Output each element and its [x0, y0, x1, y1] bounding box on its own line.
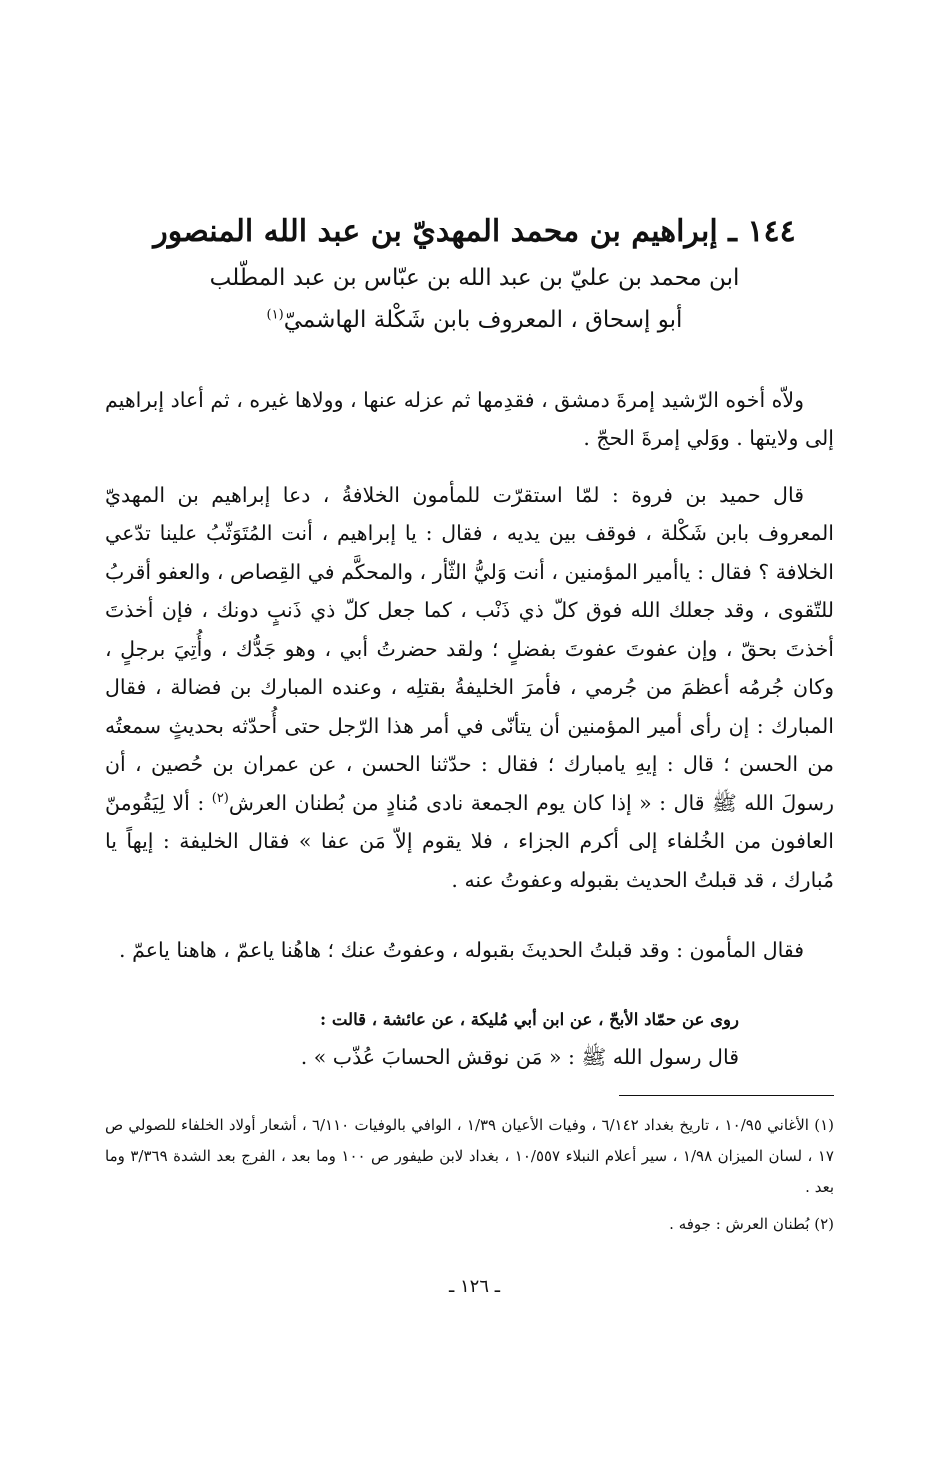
biography-title: ١٤٤ ـ إبراهيم بن محمد المهديّ بن عبد الله المنصور — [153, 214, 796, 249]
paragraph-anecdote — [105, 476, 834, 900]
anecdote-text-part-2: : ألا لِيَقُومنّ العافون من الخُلفاء إلى أكرم الجزاء ، فلا يقوم إلاّ مَن عفا » فقال الخليفة : إيهاً يا مُبارك ، قد قبلتُ الحديث بقبوله وعفوتُ عنه . — [105, 790, 834, 892]
hadith-chain: روى عن حمّاد الأبحّ ، عن ابن أبي مُليكة ، عن عائشة ، قالت : — [320, 1010, 739, 1029]
kunya-text: أبو إسحاق ، المعروف بابن شَكْلة الهاشميّ — [283, 307, 683, 333]
paragraph-governorship: ولاّه أخوه الرّشيد إمرةَ دمشق ، فقدِمها ثم عزله عنها ، وولاها غيره ، ثم أعاد إبراهيم إلى ولايتها . ووَلي إمرةَ الحجّ . — [105, 387, 834, 450]
kunya-line — [80, 302, 869, 338]
footnote-1: (١) الأغاني ١٠/٩٥ ، تاريخ بغداد ٦/١٤٢ ، وفيات الأعيان ١/٣٩ ، الوافي بالوفيات ٦/١١٠ ، أشعار أولاد الخلفاء للصولي ص ١٧ ، لسان الميزان ١/٩٨ ، سير أعلام النبلاء ١٠/٥٥٧ ، بغداد لابن طيفور ص ١٠٠ وما بعد ، الفرج بعد الشدة ٣/٣٦٩ وما بعد . — [105, 1116, 834, 1196]
footnote-ref-1[interactable]: (١) — [266, 307, 284, 323]
paragraph-mamun-reply: فقال المأمون : وقد قبلتُ الحديثَ بقبوله ، وعفوتُ عنك ؛ هاهُنا ياعمّ ، هاهنا ياعمّ . — [119, 937, 804, 962]
anecdote-text-part-1: قال حميد بن فروة : لمّا استقرّت للمأمون الخلافةُ ، دعا إبراهيم بن المهديّ المعروف بابن شَكْلة ، فوقف بين يديه ، فقال : يا إبراهيم ، أنت المُتَوَثّبُ علينا تدّعي الخلافة ؟ فقال : ياأمير المؤمنين ، أنت وَليُّ الثّأر ، والمحكَّم في القِصاص ، والعفو أقربُ للتّقوى ، وقد جعلك الله فوق كلّ ذي ذَنْب ، كما جعل كلّ ذي ذَنبٍ دونك ، فإن أخذتَ أخذتَ بحقّ ، وإن عفوتَ عفوتَ بفضلٍ ؛ ولقد حضرتُ أبي ، وهو جَدُّك ، وأُتِيَ برجلٍ ، وكان جُرمُه أعظمَ من جُرمي ، فأمرَ الخليفةُ بقتلِه ، وعنده المبارك بن فضالة ، فقال المبارك : إن رأى أمير المؤمنين أن يتأنّى في أمر هذا الرّجل حتى أُحدّثه بحديثٍ سمعتُه من الحسن ؛ قال : إيهِ يامبارك ؛ فقال : حدّثنا الحسن ، عن عمران بن حُصين ، أن رسولَ الله ﷺ قال : « إذا كان يوم الجمعة نادى مُنادٍ من بُطنان العرش — [105, 482, 834, 815]
footnote-ref-2[interactable]: (٢) — [211, 790, 229, 806]
page-number: ـ ١٢٦ ـ — [448, 1276, 500, 1297]
lineage-line: ابن محمد بن عليّ بن عبد الله بن عبّاس بن عبد المطّلب — [209, 265, 740, 291]
hadith-text: قال رسول الله ﷺ : « مَن نوقش الحسابَ عُذّب » . — [300, 1045, 739, 1069]
footnote-2: (٢) بُطنان العرش : جوفه . — [669, 1215, 834, 1233]
footnote-divider — [619, 1095, 834, 1096]
footnotes — [105, 1110, 834, 1240]
